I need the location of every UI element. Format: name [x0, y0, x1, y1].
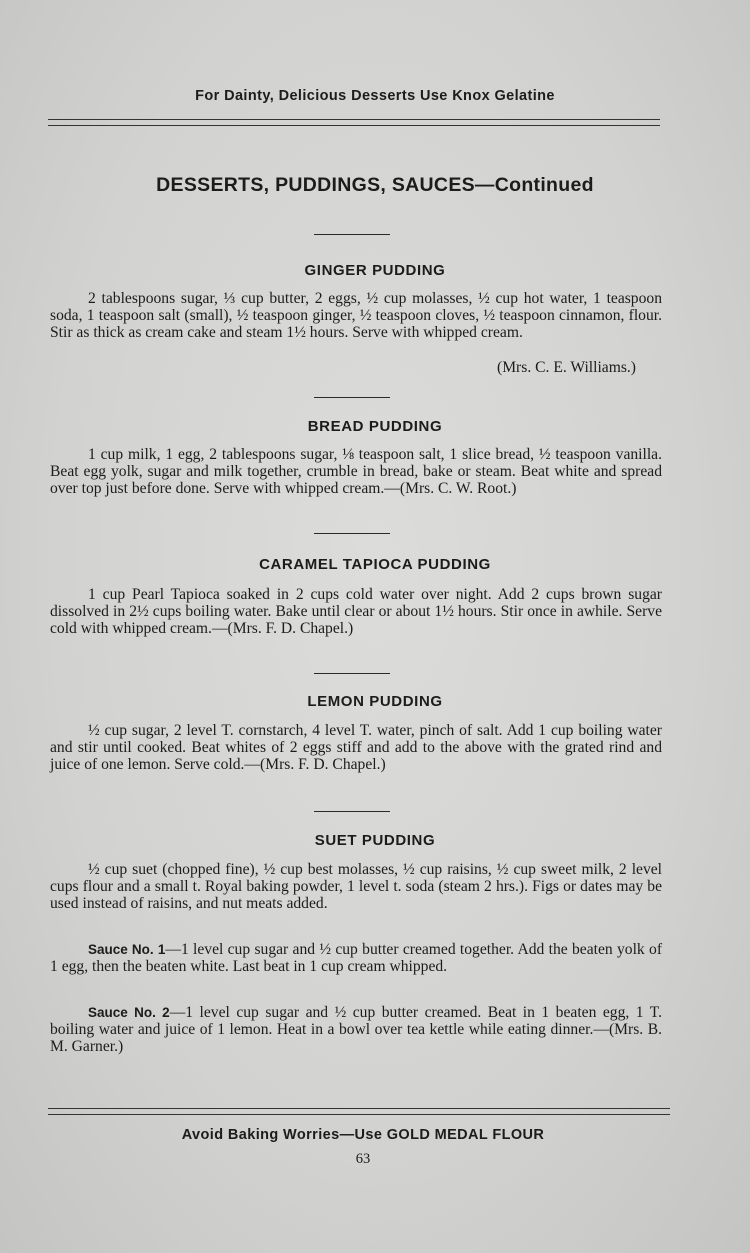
- recipe-title-bread-pudding: BREAD PUDDING: [307, 418, 443, 435]
- divider-rule: [314, 533, 390, 534]
- recipe-text-suet-pudding: ½ cup suet (chopped fine), ½ cup best molasses, ½ cup raisins, ½ cup sweet milk, 2 level cups flour and a small t. Royal baking powder, 1 level t. soda (steam 2 hrs.). Figs or dates may be used instead of raisins, and nut meats added.: [50, 861, 662, 912]
- recipe-text-lemon-pudding: ½ cup sugar, 2 level T. cornstarch, 4 level T. water, pinch of salt. Add 1 cup boiling water and stir until cooked. Beat whites of 2 eggs stiff and add to the above with the grated rind and juice of one lemon. Serve cold.—(Mrs. F. D. Chapel.): [50, 722, 662, 773]
- recipe-title-suet-pudding: SUET PUDDING: [314, 832, 436, 849]
- sauce-text: —1 level cup sugar and ½ cup butter creamed. Beat in 1 beaten egg, 1 T. boiling water and juice of 1 lemon. Heat in a bowl over tea kettle while eating dinner.—(Mrs. B. M. Garner.): [50, 1004, 662, 1055]
- recipe-title-lemon-pudding: LEMON PUDDING: [307, 693, 443, 710]
- section-title: DESSERTS, PUDDINGS, SAUCES—Continued: [156, 174, 594, 196]
- page-number: 63: [355, 1151, 371, 1167]
- divider-rule: [314, 673, 390, 674]
- sauce-text: —1 level cup sugar and ½ cup butter creamed together. Add the beaten yolk of 1 egg, then the beaten white. Last beat in 1 cup cream whipped.: [50, 941, 663, 975]
- recipe-text-ginger-pudding: 2 tablespoons sugar, ⅓ cup butter, 2 eggs, ½ cup molasses, ½ cup hot water, 1 teaspoon soda, 1 teaspoon salt (small), ½ teaspoon ginger, ½ teaspoon cloves, ½ teaspoon cinnamon, flour. Stir as thick as cream cake and steam 1½ hours. Serve with whipped cream.: [50, 290, 662, 341]
- divider-rule: [314, 811, 390, 812]
- divider-rule: [314, 234, 390, 235]
- sauce-label: Sauce No. 2: [88, 1005, 170, 1020]
- sauce-label: Sauce No. 1: [88, 942, 166, 957]
- recipe-title-ginger-pudding: GINGER PUDDING: [304, 262, 446, 279]
- divider-rule: [314, 397, 390, 398]
- sauce-no-1: [50, 941, 662, 975]
- sauce-no-2: [50, 1004, 662, 1055]
- footer-slogan: Avoid Baking Worries—Use GOLD MEDAL FLOUR: [181, 1127, 545, 1143]
- header-double-rule: [48, 119, 660, 126]
- running-head: For Dainty, Delicious Desserts Use Knox Gelatine: [195, 88, 555, 104]
- footer-double-rule: [48, 1108, 670, 1115]
- recipe-attribution-ginger-pudding: (Mrs. C. E. Williams.): [497, 359, 636, 376]
- recipe-title-caramel-tapioca-pudding: CARAMEL TAPIOCA PUDDING: [259, 556, 491, 573]
- recipe-text-caramel-tapioca-pudding: 1 cup Pearl Tapioca soaked in 2 cups cold water over night. Add 2 cups brown sugar dissolved in 2½ cups boiling water. Bake until clear or about 1½ hours. Stir once in awhile. Serve cold with whipped cream.—(Mrs. F. D. Chapel.): [50, 586, 662, 637]
- recipe-text-bread-pudding: 1 cup milk, 1 egg, 2 tablespoons sugar, ⅛ teaspoon salt, 1 slice bread, ½ teaspoon vanilla. Beat egg yolk, sugar and milk together, crumble in bread, bake or steam. Beat white and spread over top just before done. Serve with whipped cream.—(Mrs. C. W. Root.): [50, 446, 662, 497]
